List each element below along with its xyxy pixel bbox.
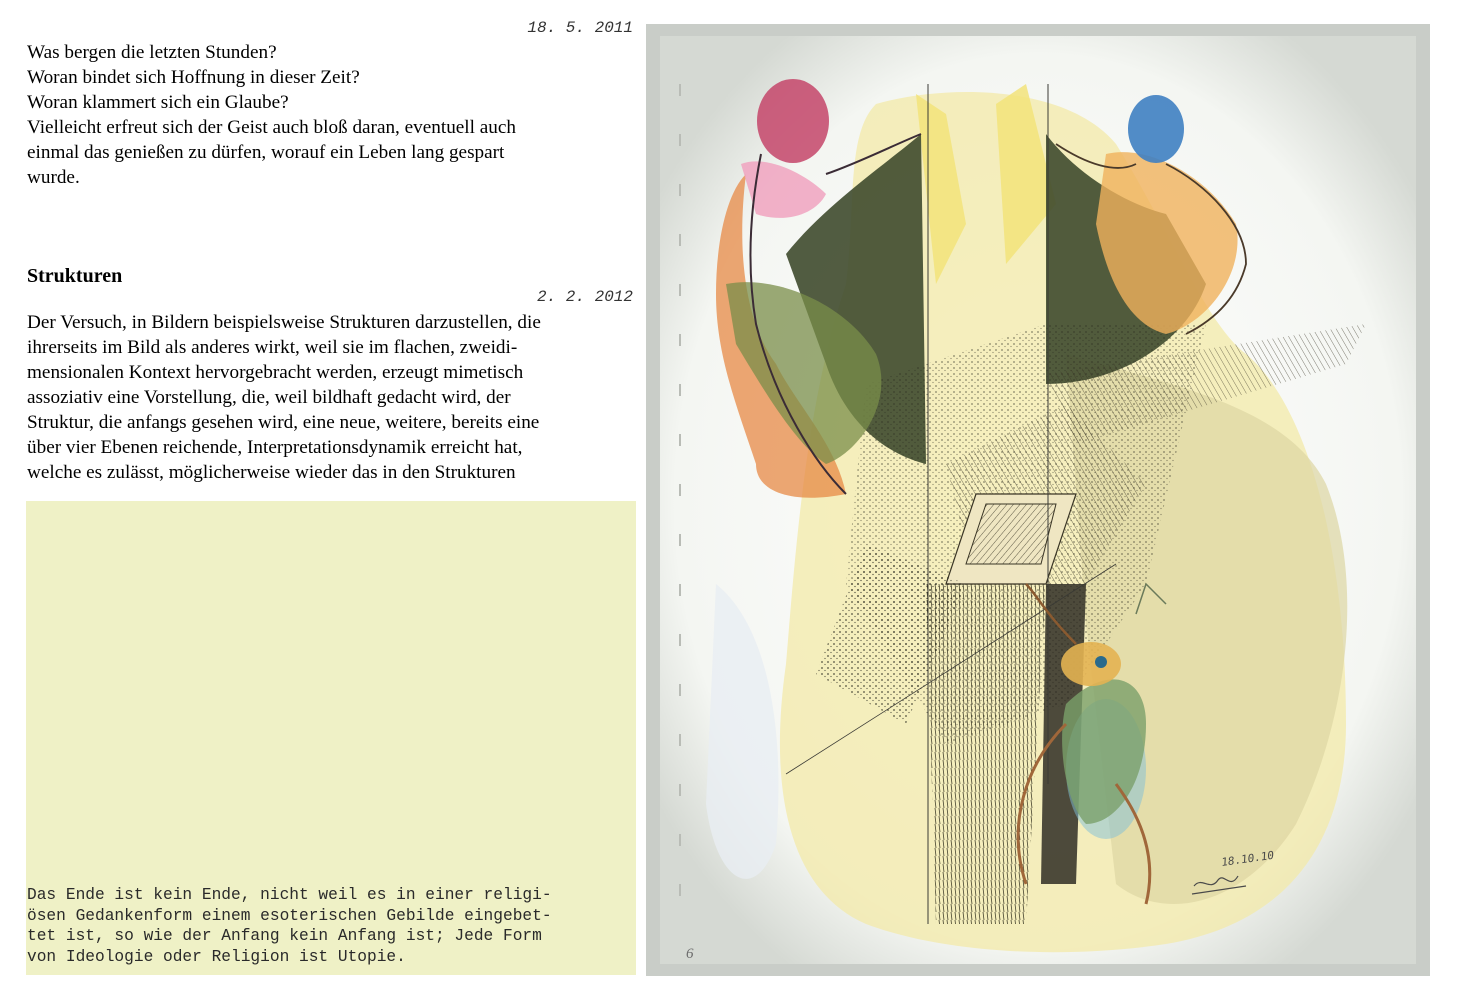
quote-line: Das Ende ist kein Ende, nicht weil es in einer religi-: [27, 886, 552, 904]
vertical-strokes: [926, 584, 1046, 924]
section-heading: Strukturen: [27, 265, 123, 287]
text-line: über vier Ebenen reichende, Interpretationsdynamik erreicht hat,: [27, 437, 523, 458]
watercolor-artwork: [646, 24, 1430, 976]
text-line: Struktur, die anfangs gesehen wird, eine neue, weitere, bereits eine: [27, 412, 540, 433]
page-number: 6: [686, 946, 694, 962]
entry-text: [27, 310, 639, 485]
entry-text: [27, 40, 639, 190]
quote-line: ösen Gedankenform einem esoterischen Gebilde eingebet-: [27, 906, 552, 925]
text-line: einmal das genießen zu dürfen, worauf ein Leben lang gespart: [27, 142, 505, 163]
inscription-date: 18.10.10: [1220, 848, 1275, 869]
entry-date: 2. 2. 2012: [536, 288, 633, 306]
quote-line: von Ideologie oder Religion ist Utopie.: [27, 947, 406, 966]
text-line: ihrerseits im Bild als anderes wirkt, weil sie im flachen, zweidi-: [27, 337, 518, 358]
text-line: welche es zulässt, möglicherweise wieder das in den Strukturen: [27, 462, 516, 483]
text-line: Was bergen die letzten Stunden?: [27, 42, 277, 63]
text-line: Vielleicht erfreut sich der Geist auch bloß daran, eventuell auch: [27, 117, 516, 138]
text-line: assoziativ eine Vorstellung, die, weil bildhaft gedacht wird, der: [27, 387, 511, 408]
quote-box: [26, 501, 636, 975]
artwork-illustration: [646, 24, 1430, 976]
text-line: Woran klammert sich ein Glaube?: [27, 92, 289, 113]
entry-date: 18. 5. 2011: [527, 19, 633, 37]
text-line: Woran bindet sich Hoffnung in dieser Zeit?: [27, 67, 360, 88]
text-line: mensionalen Kontext hervorgebracht werden, erzeugt mimetisch: [27, 362, 524, 383]
quote-line: tet ist, so wie der Anfang kein Anfang ist; Jede Form: [27, 927, 542, 945]
left-figure-head: [757, 79, 829, 163]
quote-text: [27, 885, 635, 967]
text-line: Der Versuch, in Bildern beispielsweise Strukturen darzustellen, die: [27, 312, 541, 333]
right-figure-head: [1128, 95, 1184, 163]
text-line: wurde.: [27, 167, 80, 188]
